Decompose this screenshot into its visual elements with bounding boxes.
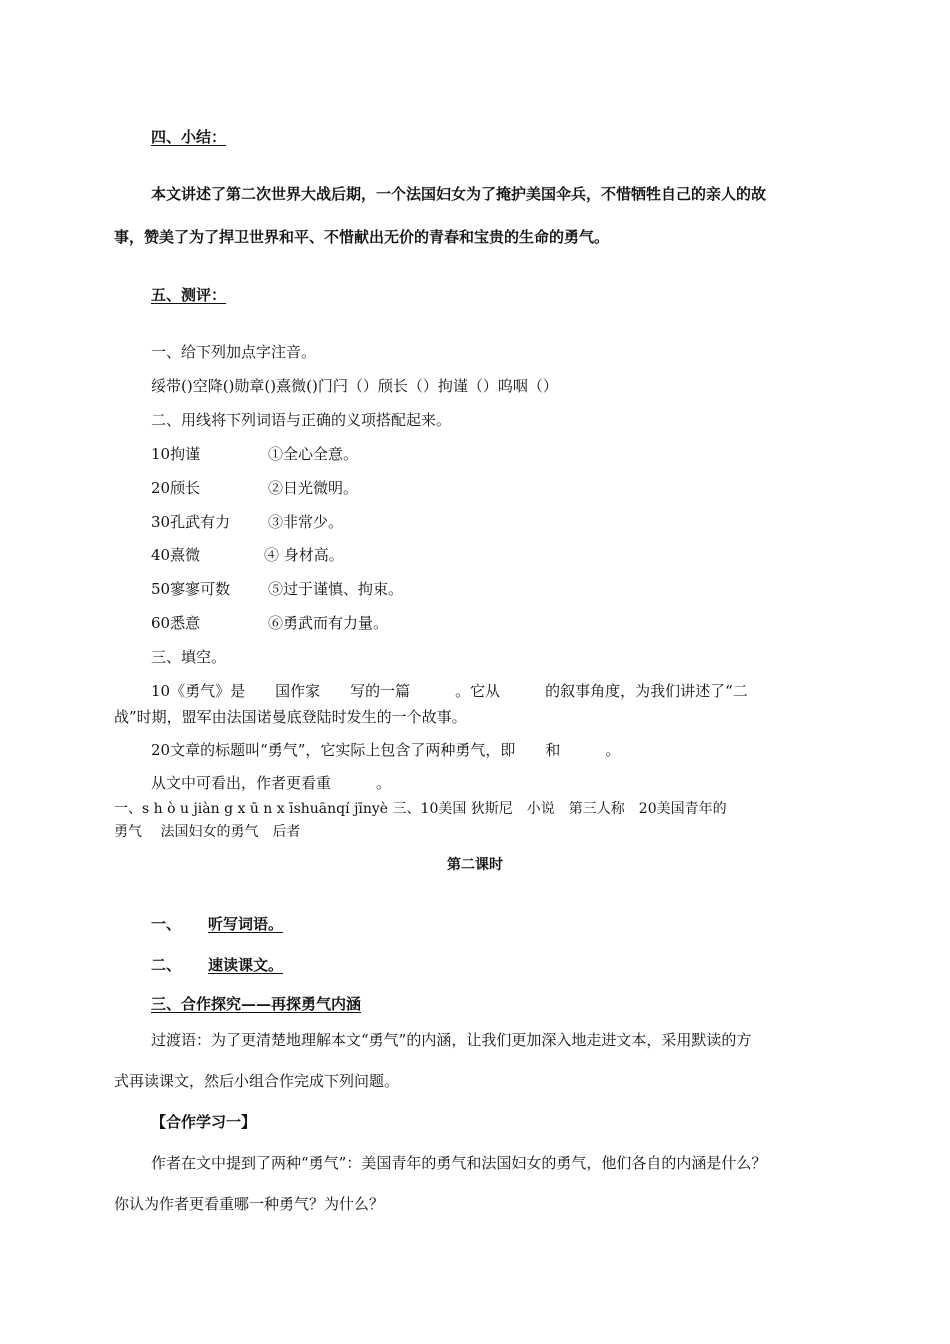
cooperative-question-line-2: 你认为作者更看重哪一种勇气？为什么？ <box>114 1195 385 1213</box>
lesson-2-item-2-number: 二、 <box>151 956 182 974</box>
answer-key-line-2: 勇气 法国妇女的勇气 后者 <box>114 824 301 840</box>
question-2-title: 二、用线将下列词语与正确的义项搭配起来。 <box>151 411 452 429</box>
question-1-title: 一、给下列加点字注音。 <box>151 343 317 361</box>
match-term: 40熹微 <box>151 546 201 564</box>
cooperative-question-line-1: 作者在文中提到了两种“勇气”：美国青年的勇气和法国妇女的勇气，他们各自的内涵是什么？ <box>151 1154 767 1172</box>
match-meaning: ③非常少。 <box>268 513 344 531</box>
lesson-2-item-1-text: 听写词语。 <box>208 915 284 933</box>
fill-blank-3: 从文中可看出，作者更看重 。 <box>151 774 392 792</box>
summary-paragraph-line-2: 事，赞美了为了捍卫世界和平、不惜献出无价的青春和宝贵的生命的勇气。 <box>114 228 610 246</box>
match-term: 20颀长 <box>151 479 201 497</box>
match-term: 60悉意 <box>151 614 201 632</box>
fill-blank-2: 20文章的标题叫“勇气”，它实际上包含了两种勇气，即 和 。 <box>151 741 621 759</box>
match-meaning: ②日光微明。 <box>268 479 359 497</box>
match-meaning: ①全心全意。 <box>268 445 359 463</box>
transition-line-1: 过渡语：为了更清楚地理解本文“勇气”的内涵，让我们更加深入地走进文本，采用默读的方 <box>151 1031 752 1049</box>
lesson-2-item-1-number: 一、 <box>151 915 182 933</box>
lesson-2-title: 第二课时 <box>447 857 503 873</box>
transition-line-2: 式再读课文，然后小组合作完成下列问题。 <box>114 1072 400 1090</box>
match-term: 30孔武有力 <box>151 513 231 531</box>
fill-blank-1-line-1: 10《勇气》是 国作家 写的一篇 。它从 的叙事角度，为我们讲述了“二 <box>151 682 748 700</box>
summary-paragraph-line-1: 本文讲述了第二次世界大战后期，一个法国妇女为了掩护美国伞兵，不惜牺牲自己的亲人的故 <box>151 185 767 203</box>
assessment-heading: 五、测评： <box>151 286 227 304</box>
question-1-words: 绥带()空降()勋章()熹微()门闩（）颀长（）拘谨（）呜咽（） <box>151 377 558 395</box>
answer-key-line-1: 一、s h ò u jiàn g x ū n x īshuānqí jīnyè 三、10美国 狄斯尼 小说 第三人称 20美国青年的 <box>114 801 727 817</box>
match-meaning: ④ 身材高。 <box>264 546 344 564</box>
summary-heading: 四、小结： <box>151 128 227 146</box>
fill-blank-1-line-2: 战”时期，盟军由法国诺曼底登陆时发生的一个故事。 <box>114 708 467 726</box>
lesson-2-item-3: 三、合作探究——再探勇气内涵 <box>151 995 362 1013</box>
question-3-title: 三、填空。 <box>151 648 227 666</box>
cooperative-learning-title: 【合作学习一】 <box>151 1113 257 1131</box>
match-meaning: ⑤过于谨慎、拘束。 <box>268 580 404 598</box>
lesson-2-item-2-text: 速读课文。 <box>208 956 284 974</box>
match-term: 50寥寥可数 <box>151 580 231 598</box>
match-term: 10拘谨 <box>151 445 201 463</box>
match-meaning: ⑥勇武而有力量。 <box>268 614 389 632</box>
